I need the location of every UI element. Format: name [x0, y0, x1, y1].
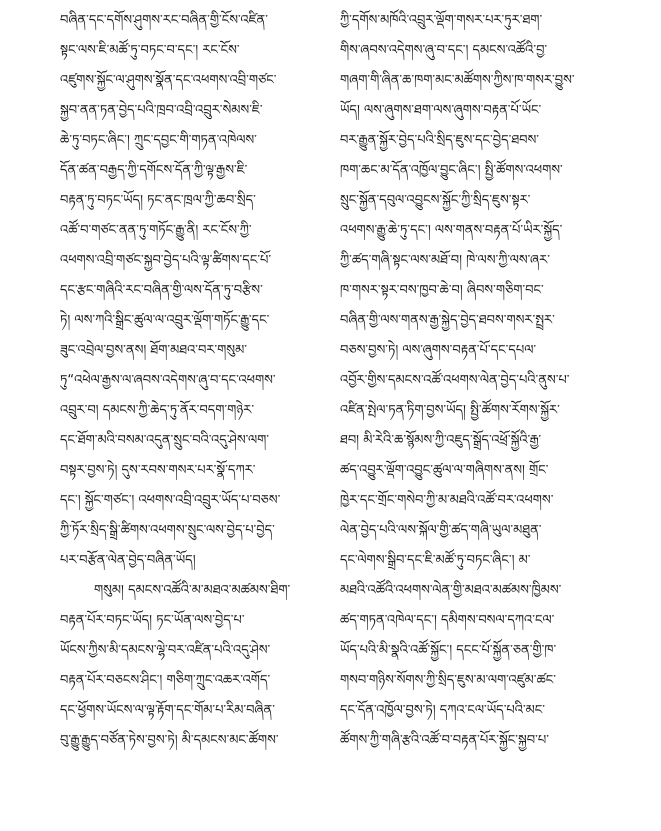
text-line: ཏེ། ལས་ཀའི་སྒྲིང་ཚུལ་ལ་འབྲུར་ལྡོག་གཏོང་རྒྱུ་དང་: [60, 313, 270, 328]
text-line: བརྟན་པོར་བཏང་ཡོད། ཏང་ཡོན་ལས་བྱེད་པ་: [60, 613, 245, 628]
text-line: པར་བརྩོན་ལེན་བྱེད་བཞིན་ཡོད།: [60, 553, 196, 568]
text-line: བརྟན་པོར་བཅངས་ཤིང་། གཅིག་ཀྲུང་འཆར་འགོད་: [60, 673, 271, 688]
text-line: ཡོད་པའི་མི་སྣའི་འཚོ་སྐྱོང་། དངང་པོ་སྐྱོན་ཅན་གྱི་ཁ་: [340, 643, 557, 658]
text-line: དང་ལེགས་སྒྲིབ་དང་ཇི་མཚོ་ཏུ་བཏང་ཞིང་། མ་: [340, 553, 531, 568]
left-text-column: [60, 6, 350, 756]
text-line: འཕགས་རྒྱུ་ཆེ་ཏུ་དང་། ལས་གནས་བརྟན་པོ་ཡིར་སྐྱོད་: [340, 223, 563, 238]
text-line: སྟང་ལས་ཇི་མཚོ་ཏུ་བཏང་བ་དང་། རང་ངོས་: [60, 43, 240, 58]
text-line: བཞིན་གྱི་ལས་གནས་རྒྱ་སྐྱེད་བྱེད་ཐབས་གསར་སྤྲར་: [340, 313, 555, 328]
text-line: ཚོགས་ཀྱི་གཞི་རྩའི་འཚོ་བ་བརྟན་པོར་སྐྱོང་སྐྱབ་པ་: [340, 733, 549, 748]
text-line: འཛིན་སྤེལ་ཏན་ཏིག་བྱས་ཡོད། སྤྱི་ཚོགས་རོགས་སྐྱོར་: [340, 403, 560, 418]
text-line: ཀྱི་ཚད་གཞི་སྟང་ལས་མཐོ་བ། ཁེ་ལས་ཀྱི་ལས་ཞར་: [340, 253, 550, 268]
text-line: འཛུགས་སྐྱོང་ལ་ཤུགས་སྣོན་དང་འཕགས་འབྲི་གཙང་: [60, 73, 277, 88]
text-line: ལེན་བྱེད་པའི་ལས་སྐོལ་གྱི་ཚད་གཞི་ཡུལ་མཐུན་: [340, 523, 542, 538]
text-line: ཀྱི་ཏོར་སྲིད་སྒྲི་ཚིགས་འཕགས་སྲུང་ལས་བྱེད་པ་བྱེད་: [60, 523, 275, 538]
text-line: གིས་ཞབས་འདེགས་ཞུ་བ་དང་། དམངས་འཚོའི་བྱ་: [340, 43, 548, 58]
text-line: འཕགས་འབྲི་གཙང་སྐྱབ་བྱེད་པའི་ལྟ་ཚིགས་དང་པོ་: [60, 253, 272, 268]
text-line: དོན་ཚན་བརྒྱད་ཀྱི་དགོངས་དོན་ཀྱི་ལྟ་རྒྱས་ཇི་: [60, 163, 248, 178]
text-line: ཡོད། ལས་ཞུགས་ཐག་ལས་ཞུགས་བརྟན་པོ་ཡོང་: [340, 103, 542, 118]
text-line: སྐྱབ་ནན་ཏན་བྱེད་པའི་ཁྲབ་འབྲི་འབྲུར་སེམས་ཇི་: [60, 103, 263, 118]
text-line: བསྟར་བྱས་ཏེ། དུས་རབས་གསར་པར་སྣོ་དཀར་: [60, 463, 256, 478]
text-line: དང་དོན་འཁྱོལ་བྱས་ཏེ། དཀའ་ངལ་ཡོད་པའི་མང་: [340, 703, 546, 718]
text-line: འབྲུར་བ། དམངས་ཀྱི་ཆེད་ཏུ་ནོར་བདག་གཉེར་: [60, 403, 255, 418]
text-line: ཁག་ཆང་མ་དོན་འཁྱོལ་བྱུང་ཞིང་། སྤྱི་ཚོགས་འཕགས་: [340, 163, 563, 178]
text-line: འབྱོར་གྱིས་དམངས་འཚོ་འཕགས་ལེན་བྱེད་པའི་ནུས་པ་: [340, 373, 570, 388]
text-line: ཐབ། མི་རེའི་ཆ་སྙོམས་ཀྱི་འཇུད་སྒྲོད་འཕྲོ་སྐྱོའི་རྒྱ་: [340, 433, 542, 448]
text-line: ཆེ་ཏུ་བཏང་ཞིང་། ཀྲུང་དབྱང་གི་གཏན་འཁེལས་: [60, 133, 257, 148]
text-line: ཁྱེར་དང་གྲོང་གསེབ་ཀྱི་མ་མཐའི་འཚོ་བར་འཕགས་: [340, 493, 554, 508]
text-line: བར་རྒྱུན་སྐྱོར་བྱེད་པའི་སྲིད་ཇུས་དང་བྱེད་ཐབས་: [340, 133, 540, 148]
text-line: སྲུང་སྐྱོན་དབུལ་འབྱུངས་སྐྱོང་ཀྱི་སྲིད་ཇུས་སྟར་: [340, 193, 531, 208]
text-line: བུ་རྒྱུ་རྒྱུད་བཙོན་ཏེས་བྱས་ཏེ། མི་དམངས་མང་ཚོགས་: [60, 733, 279, 748]
text-line: དང་ཐོག་མའི་བསམ་འདུན་སྲུང་བའི་འདུ་ཤེས་ལག་: [60, 433, 270, 448]
text-line: ཏུ“འཕེལ་རྒྱས་ལ་ཞབས་འདེགས་ཞུ་བ་དང་འཕགས་: [60, 373, 276, 388]
text-line: དང་རྩང་གཞིའི་རང་བཞིན་གྱི་ལས་དོན་ཏུ་བརྩིས་: [60, 283, 263, 298]
text-line: ཚད་གཏན་འཁེལ་དང་། དམིགས་བསལ་དཀའ་ངལ་: [340, 613, 555, 628]
text-line: ཟུང་འབྲེལ་བྱས་ནས། ཐོག་མཐའ་བར་གསུམ་: [60, 343, 247, 358]
text-line: བཞིན་དང་དགོས་ཤུགས་རང་བཞིན་གྱི་ངོས་འཛིན་: [60, 13, 268, 28]
text-line: གཞག་གི་ཞིན་ཆ་ཁག་མང་མཚོགས་ཀྱིས་ཁ་གསར་བྱུས་: [340, 73, 575, 88]
right-text-column: [340, 6, 630, 756]
text-line: ཀྱི་དགོས་མཁོའི་འབྲུར་ལྡོག་གསར་པར་ཏུར་ཐག་: [340, 13, 543, 28]
text-line: བཅས་བྱས་ཏེ། ལས་ཞུགས་བརྟན་པོ་དང་དཔལ་: [340, 343, 537, 358]
text-line: དང་། སྐྱོང་གཙང་། འཕགས་འབྲི་འབྲུར་ཡོད་པ་བཅས་: [60, 493, 281, 508]
text-line: མཐའི་འཚོའི་འཕགས་ལེན་གྱི་མཐའ་མཚམས་ཁྱིམས་: [340, 583, 562, 598]
section-heading-line: གསུམ། དམངས་འཚོའི་མ་མཐའ་མཚམས་ཐིག་: [94, 583, 291, 598]
text-line: འཚོ་བ་གཙང་ནན་ཏུ་གཏོང་རྒྱུ་ནི། རང་ངོས་ཀྱི་: [60, 223, 252, 238]
text-line: ཡོངས་ཀྱིས་མི་དམངས་ལྷེ་བར་འཛིན་པའི་འདུ་ཤེས་: [60, 643, 271, 658]
text-line: ཚད་འབྱུར་ལྡོག་འབྱུང་ཚུལ་ལ་གཞིགས་ནས། གྲོང་: [340, 463, 549, 478]
text-line: བརྟན་ཏུ་བཏང་ཡོད། ཏང་ནང་ཁྲལ་ཀྱི་ཆབ་སྲིད་: [60, 193, 256, 208]
text-line: གསབ་གཉིས་སོགས་ཀྱི་སྲིད་ཇུས་མ་ལག་འཛུམ་ཚང་: [340, 673, 556, 688]
text-line: ཁ་གསར་སྟར་བས་ཁྱབ་ཆེ་བ། ཞིབས་གཅིག་བང་: [340, 283, 544, 298]
text-line: དང་ཕྱོགས་ཡོངས་ལ་ལྟ་རྟོག་དང་གོམ་པ་རིམ་བཞིན་: [60, 703, 275, 718]
